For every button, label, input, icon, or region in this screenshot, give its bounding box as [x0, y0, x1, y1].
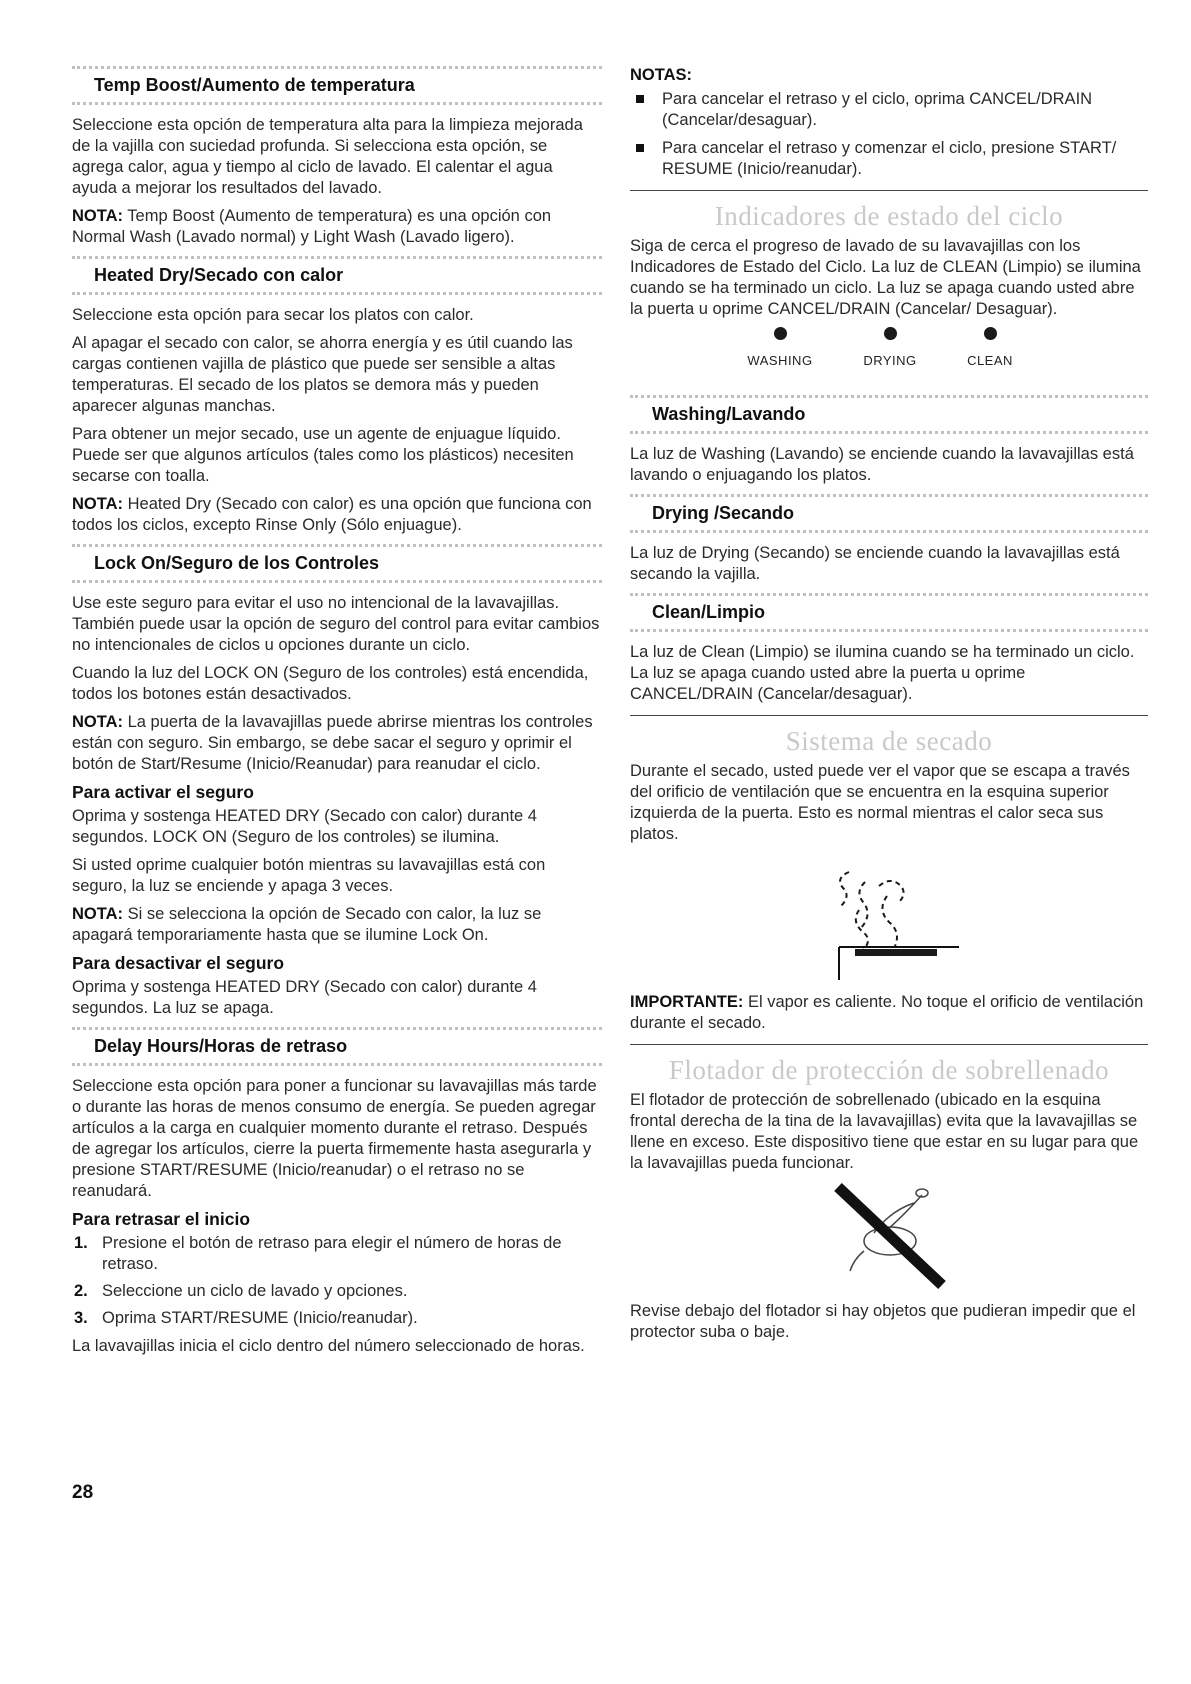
page-number: 28	[72, 1482, 94, 1503]
steam-vent-illustration	[809, 852, 969, 982]
lock-on-note-2	[72, 904, 602, 946]
drying-important-note	[630, 992, 1148, 1034]
activate-lock-subheading: Para activar el seguro	[72, 782, 254, 802]
note-label: NOTA:	[72, 713, 124, 731]
note-text: Si se selecciona la opción de Secado con calor, la luz se apagará temporariamente hasta que se ilumine Lock On.	[72, 905, 542, 944]
status-indicators	[630, 327, 1148, 387]
notes-list	[630, 89, 1148, 180]
indicator-light-icon	[774, 327, 787, 340]
left-column	[72, 66, 602, 1364]
overfill-float-check: Revise debajo del flotador si hay objetos que pudieran impedir que el protector suba o baje.	[630, 1302, 1136, 1341]
drying-indicator	[840, 327, 940, 370]
drying-text: La luz de Drying (Secando) se enciende cuando la lavavajillas está secando la vajilla.	[630, 544, 1120, 583]
list-item	[72, 1233, 602, 1275]
step-number: 2.	[74, 1282, 88, 1300]
list-item	[72, 1281, 602, 1302]
lock-on-note-1	[72, 712, 602, 775]
heated-dry-heading: Heated Dry/Secado con calor	[72, 256, 602, 295]
step-text: Presione el botón de retraso para elegir el número de horas de retraso.	[102, 1234, 562, 1273]
washing-heading: Washing/Lavando	[630, 395, 1148, 434]
note-label: NOTA:	[72, 207, 124, 225]
note-text: Temp Boost (Aumento de temperatura) es una opción con Normal Wash (Lavado normal) y Light Wash (Lavado ligero).	[72, 207, 552, 246]
indicator-light-icon	[984, 327, 997, 340]
washing-indicator	[730, 327, 830, 370]
delay-hours-text-2: La lavavajillas inicia el ciclo dentro del número seleccionado de horas.	[72, 1337, 585, 1355]
temp-boost-note	[72, 206, 602, 248]
step-text: Seleccione un ciclo de lavado y opciones.	[102, 1282, 408, 1300]
clean-heading: Clean/Limpio	[630, 593, 1148, 632]
temp-boost-heading: Temp Boost/Aumento de temperatura	[72, 66, 602, 105]
float-illustration	[824, 1181, 954, 1291]
heated-dry-text-3: Para obtener un mejor secado, use un agente de enjuague líquido. Puede ser que algunos artículos (tales como los plásticos) necesiten secarse con toalla.	[72, 425, 574, 485]
step-number: 1.	[74, 1234, 88, 1252]
delay-start-subheading: Para retrasar el inicio	[72, 1209, 251, 1229]
lock-on-text-5: Oprima y sostenga HEATED DRY (Secado con calor) durante 4 segundos. La luz se apaga.	[72, 978, 537, 1017]
lock-on-text-1: Use este seguro para evitar el uso no intencional de la lavavajillas. También puede usar la opción de seguro del control para evitar cambios no intencionales de ciclos u opciones durante un ciclo.	[72, 594, 600, 654]
list-item: Para cancelar el retraso y comenzar el ciclo, presione START/ RESUME (Inicio/reanudar).	[630, 138, 1148, 180]
deactivate-lock-subheading: Para desactivar el seguro	[72, 953, 285, 973]
indicator-light-icon	[884, 327, 897, 340]
delay-hours-heading: Delay Hours/Horas de retraso	[72, 1027, 602, 1066]
overfill-float-text: El flotador de protección de sobrellenado (ubicado en la esquina frontal derecha de la tina de la lavavajillas) evita que la lavavajillas se llene en exceso. Este dispositivo tiene que estar en su lugar para que la lavavajillas pueda funcionar.	[630, 1091, 1139, 1172]
indicator-label: WASHING	[747, 353, 813, 368]
clean-text: La luz de Clean (Limpio) se ilumina cuando se ha terminado un ciclo. La luz se apaga cuando usted abre la puerta u oprime CANCEL/DRAIN (Cancelar/desaguar).	[630, 643, 1135, 703]
drying-system-heading: Sistema de secado	[630, 715, 1148, 757]
note-label: NOTA:	[72, 905, 124, 923]
cycle-status-text: Siga de cerca el progreso de lavado de su lavavajillas con los Indicadores de Estado del Ciclo. La luz de CLEAN (Limpio) se ilumina cuando se ha terminado un ciclo. La luz se apaga cuando usted abre la puerta u oprime CANCEL/DRAIN (Cancelar/ Desaguar).	[630, 237, 1141, 318]
important-text: El vapor es caliente. No toque el orificio de ventilación durante el secado.	[630, 993, 1144, 1032]
lock-on-text-3: Oprima y sostenga HEATED DRY (Secado con calor) durante 4 segundos. LOCK ON (Seguro de los controles) se ilumina.	[72, 807, 537, 846]
delay-hours-text-1: Seleccione esta opción para poner a funcionar su lavavajillas más tarde o durante las horas de menos consumo de energía. Se pueden agregar artículos a la carga en cualquier momento durante el retraso. Después de agregar los artículos, cierre la puerta firmemente hasta asegurarla y presione START/RESUME (Inicio/reanudar) o el retraso no se reanudará.	[72, 1077, 597, 1200]
indicator-label: DRYING	[863, 353, 917, 368]
delay-steps-list	[72, 1233, 602, 1329]
notes-title: NOTAS:	[630, 66, 693, 84]
clean-indicator	[940, 327, 1040, 370]
heated-dry-text-1: Seleccione esta opción para secar los platos con calor.	[72, 306, 474, 324]
lock-on-text-4: Si usted oprime cualquier botón mientras su lavavajillas está con seguro, la luz se enciende y apaga 3 veces.	[72, 856, 546, 895]
heated-dry-note	[72, 494, 602, 536]
step-text: Oprima START/RESUME (Inicio/reanudar).	[102, 1309, 418, 1327]
note-label: NOTA:	[72, 495, 124, 513]
cycle-status-heading: Indicadores de estado del ciclo	[630, 190, 1148, 232]
drying-heading: Drying /Secando	[630, 494, 1148, 533]
step-number: 3.	[74, 1309, 88, 1327]
heated-dry-text-2: Al apagar el secado con calor, se ahorra energía y es útil cuando las cargas contienen vajilla de plástico que puede ser sensible a altas temperaturas. El secado de los platos se demora más y pueden aparecer algunas manchas.	[72, 334, 573, 415]
lock-on-heading: Lock On/Seguro de los Controles	[72, 544, 602, 583]
temp-boost-text: Seleccione esta opción de temperatura alta para la limpieza mejorada de la vajilla con suciedad profunda. Si selecciona esta opción, se agrega calor, agua y tiempo al ciclo de lavado. El calentar el agua ayuda a mejorar los resultados del lavado.	[72, 116, 583, 197]
important-label: IMPORTANTE:	[630, 993, 744, 1011]
indicator-label: CLEAN	[967, 353, 1013, 368]
overfill-float-heading: Flotador de protección de sobrellenado	[630, 1044, 1148, 1086]
washing-text: La luz de Washing (Lavando) se enciende cuando la lavavajillas está lavando o enjuagando los platos.	[630, 445, 1134, 484]
right-column	[630, 66, 1148, 1350]
note-text: La puerta de la lavavajillas puede abrirse mientras los controles están con seguro. Sin embargo, se debe sacar el seguro y oprimir el botón de Start/Resume (Inicio/Reanudar) para reanudar el ciclo.	[72, 713, 593, 773]
drying-system-text: Durante el secado, usted puede ver el vapor que se escapa a través del orificio de ventilación que se encuentra en la esquina superior izquierda de la puerta. Esto es normal mientras el calor seca sus platos.	[630, 762, 1130, 843]
list-item: Para cancelar el retraso y el ciclo, oprima CANCEL/DRAIN (Cancelar/desaguar).	[630, 89, 1148, 131]
lock-on-text-2: Cuando la luz del LOCK ON (Seguro de los controles) está encendida, todos los botones están desactivados.	[72, 664, 589, 703]
list-item	[72, 1308, 602, 1329]
note-text: Heated Dry (Secado con calor) es una opción que funciona con todos los ciclos, excepto Rinse Only (Sólo enjuague).	[72, 495, 592, 534]
